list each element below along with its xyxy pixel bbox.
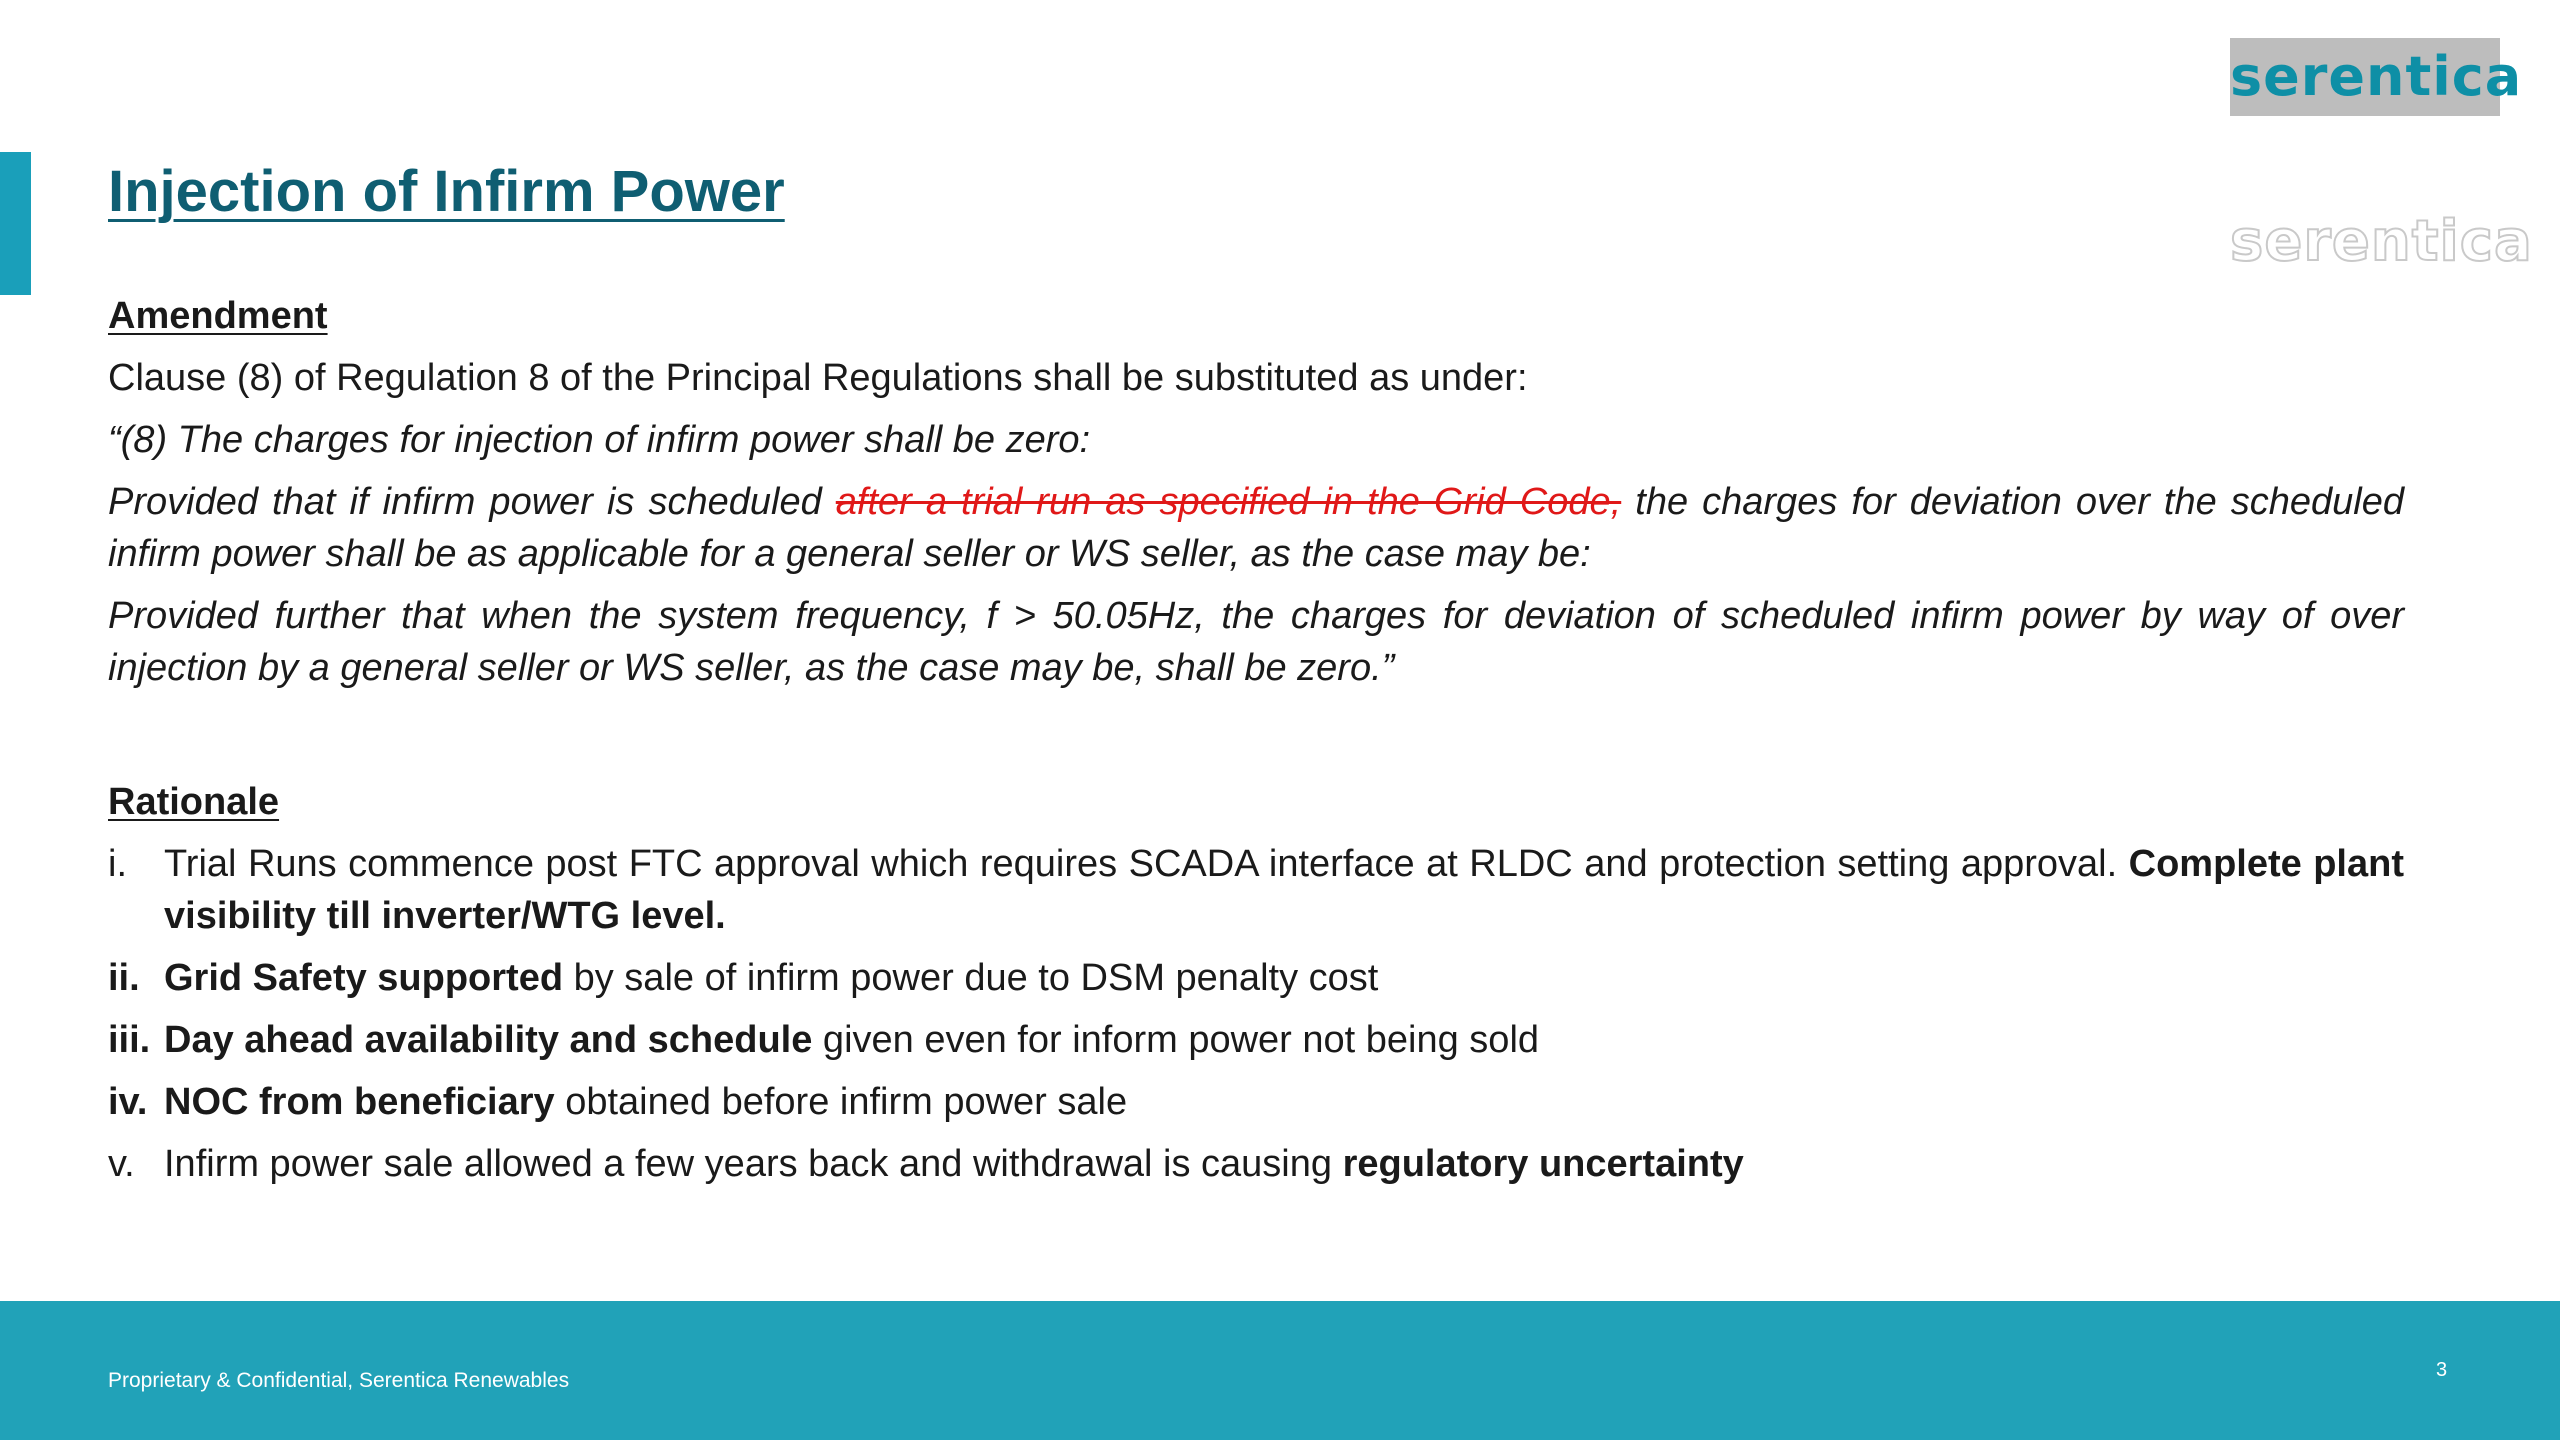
footer-confidential-text: Proprietary & Confidential, Serentica Renewables	[108, 1369, 570, 1392]
rationale-heading: Rationale	[108, 781, 280, 823]
proviso-1-struck-text: after a trial run as specified in the Grid Code,	[835, 481, 1622, 523]
rationale-item-4	[108, 1076, 2404, 1128]
list-number: v.	[108, 1143, 135, 1185]
proviso-1-before: Provided that if infirm power is scheduled	[108, 481, 836, 523]
rationale-item-bold: regulatory uncertainty	[1342, 1143, 1744, 1185]
page-number: 3	[2436, 1359, 2448, 1381]
amendment-quote-line: “(8) The charges for injection of infirm power shall be zero:	[108, 419, 1091, 461]
rationale-item-bold: NOC from beneficiary	[164, 1081, 555, 1123]
amendment-heading: Amendment	[108, 295, 328, 337]
rationale-item-2	[108, 952, 2404, 1004]
list-number: i.	[108, 843, 127, 885]
serentica-logo-top: serentica	[2230, 38, 2500, 116]
rationale-item-bold: Complete plant visibility till inverter/WTG level.	[164, 843, 2404, 937]
accent-bar	[0, 152, 31, 295]
amendment-intro: Clause (8) of Regulation 8 of the Principal Regulations shall be substituted as under:	[108, 357, 1528, 399]
rationale-item-text: by sale of infirm power due to DSM penalty cost	[563, 957, 1379, 999]
rationale-item-3	[108, 1014, 2404, 1066]
footer-bar	[0, 1301, 2560, 1440]
rationale-item-text: Infirm power sale allowed a few years back and withdrawal is causing	[164, 1143, 1343, 1185]
rationale-item-bold: Grid Safety supported	[164, 957, 564, 999]
rationale-item-1	[108, 838, 2404, 942]
slide-content	[108, 290, 2404, 1200]
rationale-item-text: given even for inform power not being sold	[812, 1019, 1540, 1061]
rationale-item-5	[108, 1138, 2404, 1190]
serentica-logo-bottom: serentica	[2230, 209, 2533, 274]
list-number: ii.	[108, 957, 140, 999]
amendment-proviso-1	[108, 476, 2404, 580]
list-number: iv.	[108, 1081, 148, 1123]
proviso-1-after: the charges for deviation over the scheduled infirm power shall be as applicable for a general seller or WS seller, as the case may be:	[108, 481, 2405, 575]
section-spacer	[108, 704, 2404, 776]
rationale-item-text: Trial Runs commence post FTC approval which requires SCADA interface at RLDC and protection setting approval.	[164, 843, 2129, 885]
list-number: iii.	[108, 1019, 151, 1061]
rationale-item-bold: Day ahead availability and schedule	[164, 1019, 813, 1061]
slide-title: Injection of Infirm Power	[108, 159, 785, 224]
amendment-proviso-2: Provided further that when the system frequency, f > 50.05Hz, the charges for deviation of scheduled infirm power by way of over injection by a general seller or WS seller, as the case may be, shall be zero.”	[108, 595, 2404, 689]
rationale-item-text: obtained before infirm power sale	[554, 1081, 1128, 1123]
